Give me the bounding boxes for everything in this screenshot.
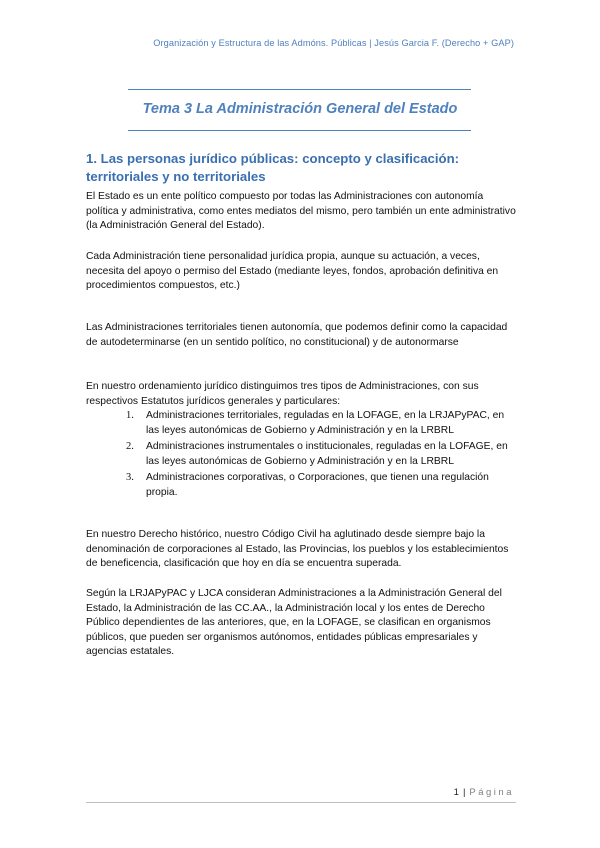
section-heading: 1. Las personas jurídico públicas: concepto y clasificación: territoriales y no territoriales xyxy=(86,151,460,184)
document-title: Tema 3 La Administración General del Estado xyxy=(142,101,458,117)
footer-separator: | xyxy=(462,787,466,798)
page-footer xyxy=(454,787,514,798)
page-number: 1 xyxy=(453,787,459,798)
list-item xyxy=(126,409,516,438)
list-item xyxy=(126,471,516,500)
title-rule-top xyxy=(128,89,471,90)
paragraph: En nuestro Derecho histórico, nuestro Código Civil ha aglutinado desde siempre bajo la denominación de corporaciones al Estado, las Provincias, los pueblos y los establecimientos de beneficencia, clasificación que hoy en día se encuentra superada. xyxy=(86,529,509,569)
list-item-number: 1. xyxy=(126,410,134,421)
paragraph: El Estado es un ente político compuesto por todas las Administraciones con autonomía política y administrativa, como entes mediatos del mismo, pero también un ente administrativo (la Administración General del Estado). xyxy=(86,191,516,231)
list-item-text: Administraciones corporativas, o Corporaciones, que tienen una regulación propia. xyxy=(146,472,489,498)
list-item-text: Administraciones instrumentales o institucionales, reguladas en la LOFAGE, en las leyes autonómicas de Gobierno y Administración y en la LRBRL xyxy=(146,441,508,467)
administration-types-list xyxy=(126,409,516,502)
list-item-text: Administraciones territoriales, reguladas en la LOFAGE, en la LRJAPyPAC, en las leyes autonómicas de Gobierno y Administración y en la LRBRL xyxy=(146,410,505,436)
list-item-number: 3. xyxy=(126,472,134,483)
paragraph: Según la LRJAPyPAC y LJCA consideran Administraciones a la Administración General del Estado, la Administración de las CC.AA., la Administración local y los entes de Derecho Público dependientes de las anteriores, que, en la LOFAGE, se clasifican en organismos públicos, que pueden ser organismos autónomos, entidades públicas empresariales y agencias estatales. xyxy=(86,588,502,657)
list-item-number: 2. xyxy=(126,441,134,452)
list-item xyxy=(126,440,516,469)
paragraph: En nuestro ordenamiento jurídico distinguimos tres tipos de Administraciones, con sus respectivos Estatutos jurídicos generales y particulares: xyxy=(86,381,479,407)
page-label: Página xyxy=(469,787,514,798)
paragraph: Las Administraciones territoriales tienen autonomía, que podemos definir como la capacidad de autodeterminarse (en un sentido político, no constitucional) y de autonormarse xyxy=(86,322,508,348)
footer-rule xyxy=(86,802,516,803)
title-rule-bottom xyxy=(128,130,471,131)
paragraph: Cada Administración tiene personalidad jurídica propia, aunque su actuación, a veces, necesita del apoyo o permiso del Estado (mediante leyes, fondos, aprobación definitiva en procedimientos compuestos, etc.) xyxy=(86,251,499,291)
running-header: Organización y Estructura de las Admóns. Públicas | Jesús Garcia F. (Derecho + GAP) xyxy=(153,38,514,48)
